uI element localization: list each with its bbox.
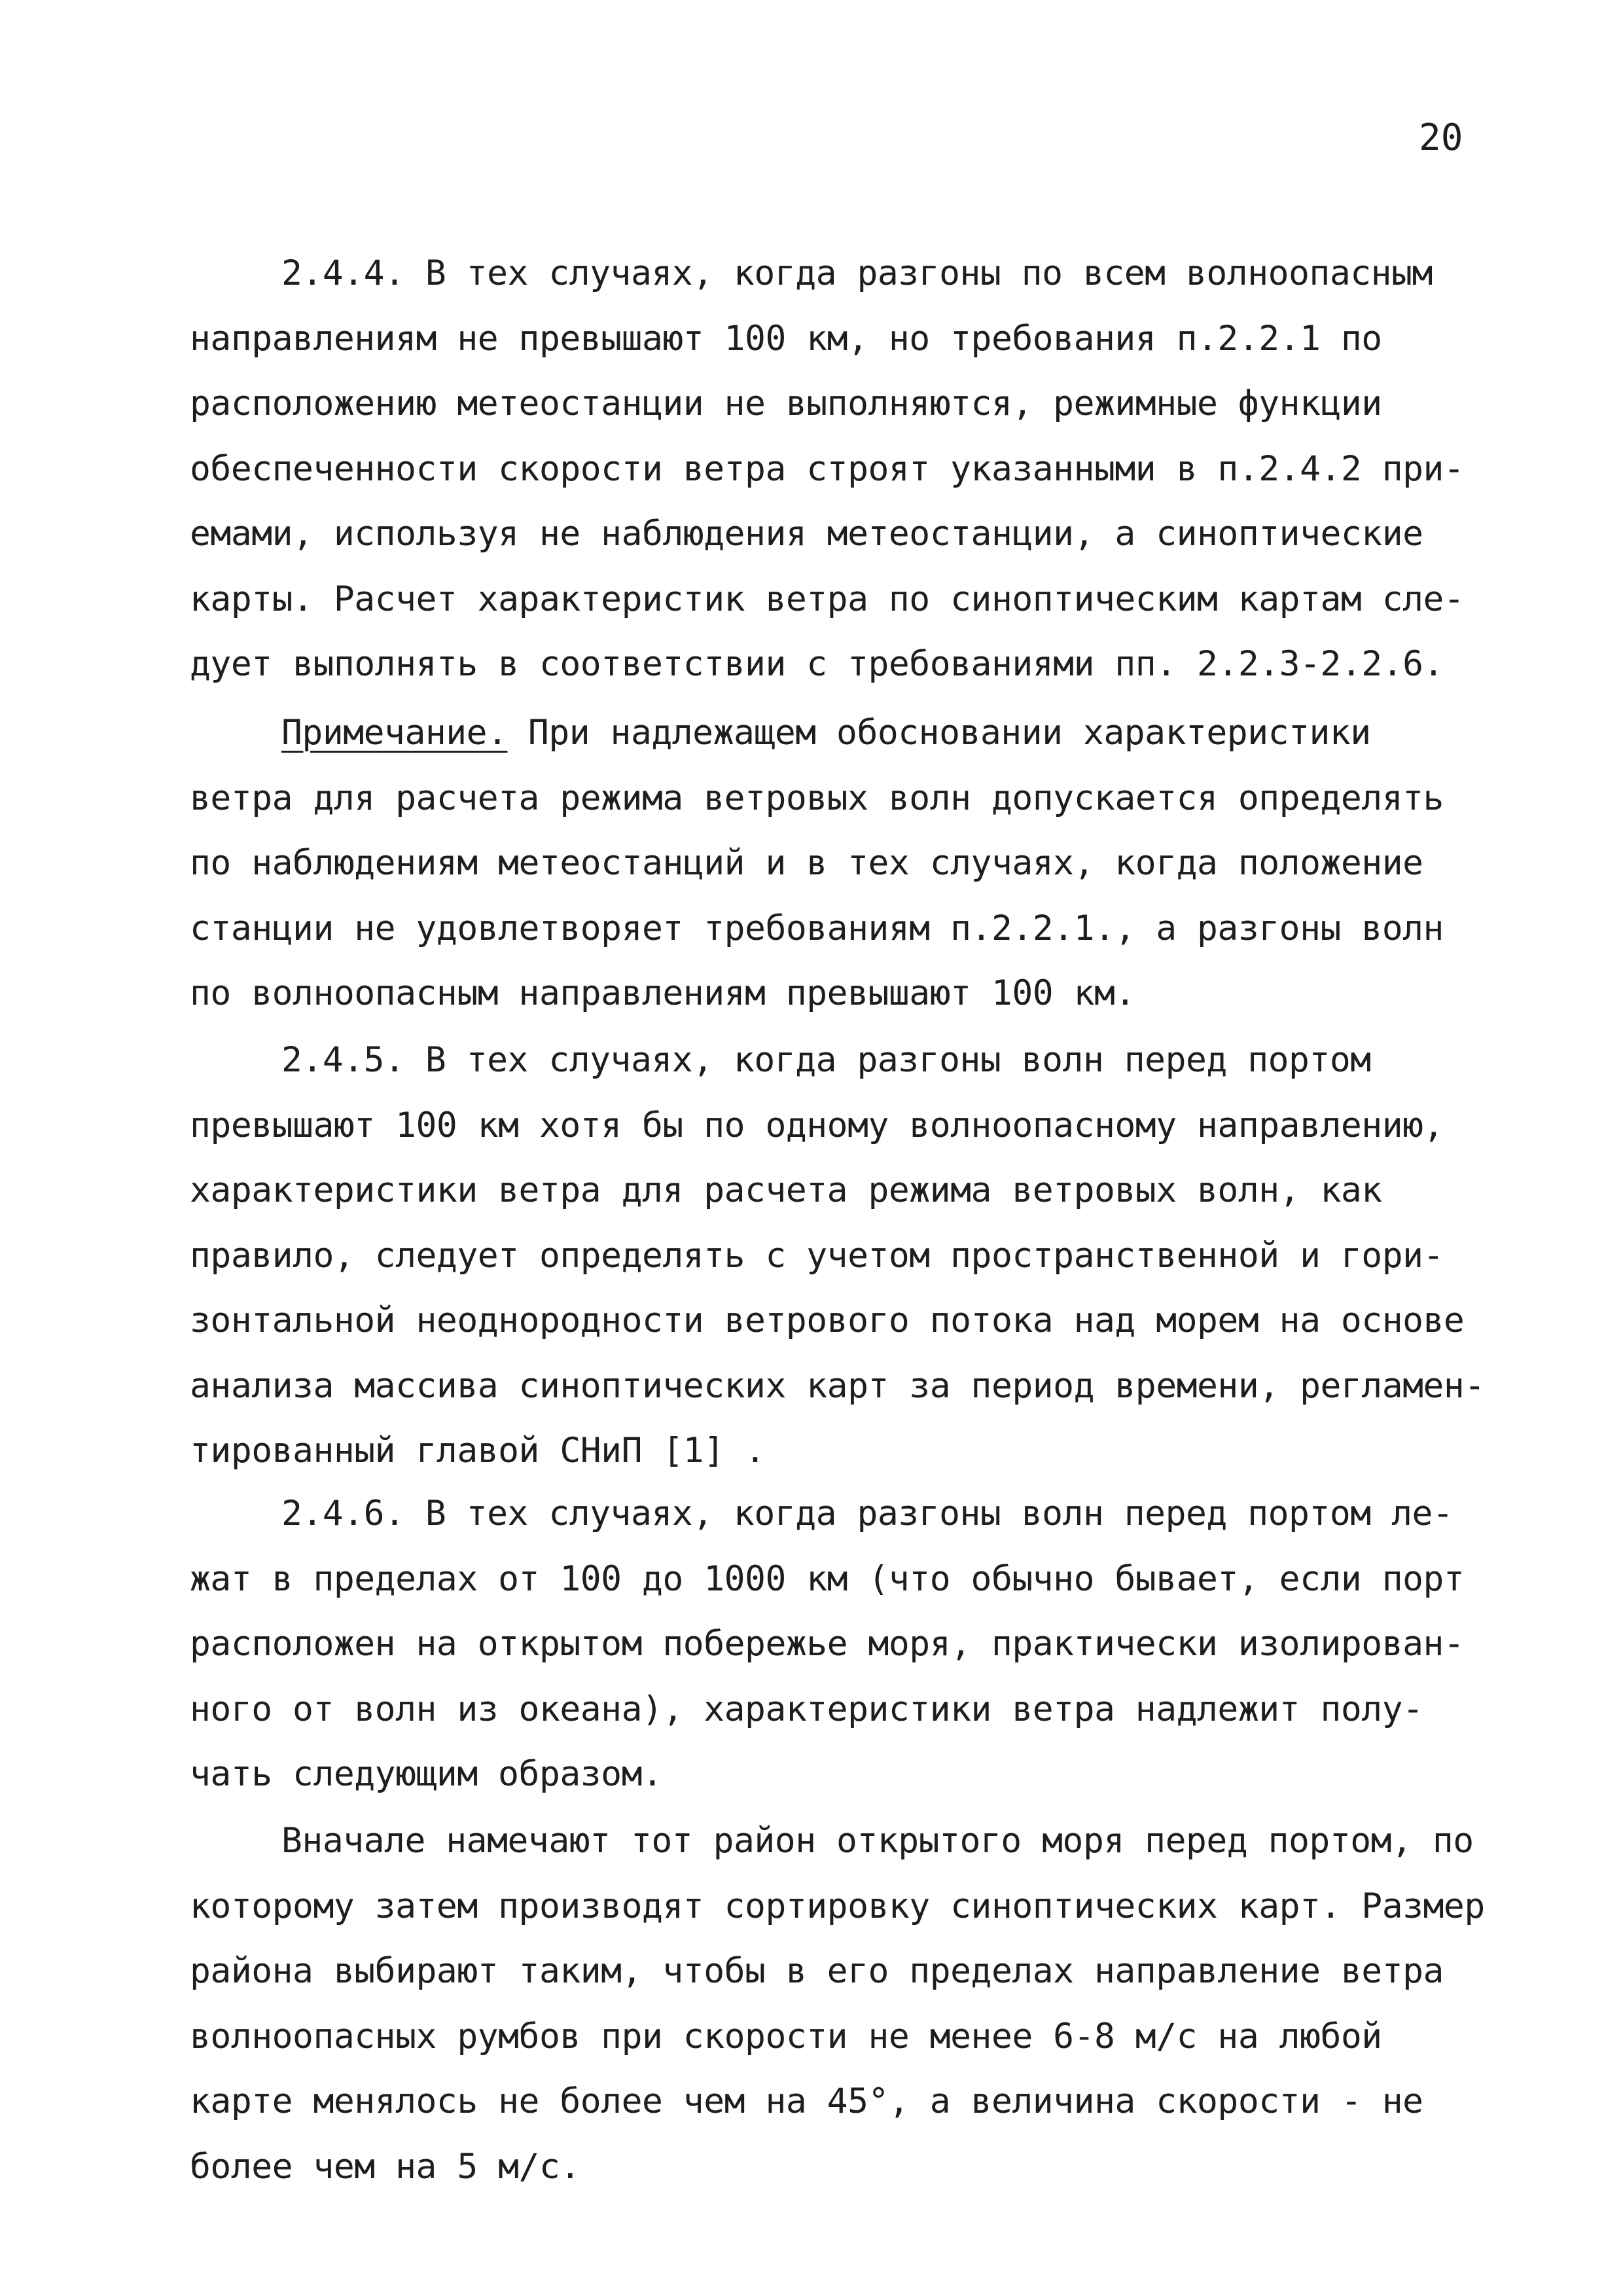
text-line: превышают 100 км хотя бы по одному волноопасному направлению, bbox=[190, 1105, 1444, 1145]
note-label: Примечание. bbox=[281, 713, 508, 753]
note-block bbox=[190, 700, 1472, 1026]
text-line: ветра для расчета режима ветровых волн допускается определять bbox=[190, 778, 1444, 818]
section-2-4-5 bbox=[190, 1028, 1485, 1484]
text-line: характеристики ветра для расчета режима ветровых волн, как bbox=[190, 1170, 1382, 1210]
text-line: правило, следует определять с учетом пространственной и гори- bbox=[190, 1235, 1444, 1276]
page-number: 20 bbox=[1419, 117, 1463, 159]
text-line: карты. Расчет характеристик ветра по синоптическим картам сле- bbox=[190, 579, 1465, 619]
text-line: которому затем производят сортировку синоптических карт. Размер bbox=[190, 1886, 1485, 1926]
paragraph-region-selection bbox=[190, 1808, 1485, 2199]
text-line: по наблюдениям метеостанций и в тех случаях, когда положение bbox=[190, 843, 1423, 883]
text-line: расположен на открытом побережье моря, практически изолирован- bbox=[190, 1624, 1465, 1664]
text-line: чать следующим образом. bbox=[190, 1754, 663, 1794]
text-line: 2.4.5. В тех случаях, когда разгоны волн перед портом bbox=[281, 1040, 1371, 1080]
text-line: тированный главой СНиП [1] . bbox=[190, 1431, 766, 1471]
text-line: емами, используя не наблюдения метеостанции, а синоптические bbox=[190, 514, 1423, 554]
text-line: зонтальной неоднородности ветрового потока над морем на основе bbox=[190, 1300, 1465, 1340]
note-first-line-text: При надлежащем обосновании характеристики bbox=[507, 713, 1371, 753]
section-2-4-6 bbox=[190, 1481, 1472, 1807]
text-line: жат в пределах от 100 до 1000 км (что обычно бывает, если порт bbox=[190, 1558, 1465, 1599]
text-line: 2.4.6. В тех случаях, когда разгоны волн перед портом ле- bbox=[281, 1494, 1454, 1534]
text-line: по волноопасным направлениям превышают 100 км. bbox=[190, 973, 1135, 1013]
text-line: ного от волн из океана), характеристики ветра надлежит полу- bbox=[190, 1689, 1423, 1729]
text-line: направлениям не превышают 100 км, но требования п.2.2.1 по bbox=[190, 318, 1382, 359]
text-line: более чем на 5 м/с. bbox=[190, 2146, 580, 2187]
text-line: волноопасных румбов при скорости не менее 6-8 м/с на любой bbox=[190, 2016, 1382, 2056]
text-line: расположению метеостанции не выполняются, режимные функции bbox=[190, 384, 1382, 423]
text-line: Вначале намечают тот район открытого моря перед портом, по bbox=[281, 1821, 1474, 1861]
note-first-line bbox=[190, 700, 1472, 766]
text-line: анализа массива синоптических карт за период времени, регламен- bbox=[190, 1365, 1485, 1406]
section-2-4-4 bbox=[190, 241, 1472, 697]
text-line: станции не удовлетворяет требованиям п.2.2.1., а разгоны волн bbox=[190, 908, 1444, 948]
text-line: района выбирают таким, чтобы в его пределах направление ветра bbox=[190, 1951, 1444, 1991]
text-line: обеспеченности скорости ветра строят указанными в п.2.4.2 при- bbox=[190, 448, 1465, 489]
text-line: карте менялось не более чем на 45°, а величина скорости - не bbox=[190, 2081, 1423, 2121]
text-line: 2.4.4. В тех случаях, когда разгоны по всем волноопасным bbox=[281, 253, 1433, 293]
text-line: дует выполнять в соответствии с требованиями пп. 2.2.3-2.2.6. bbox=[190, 644, 1444, 684]
